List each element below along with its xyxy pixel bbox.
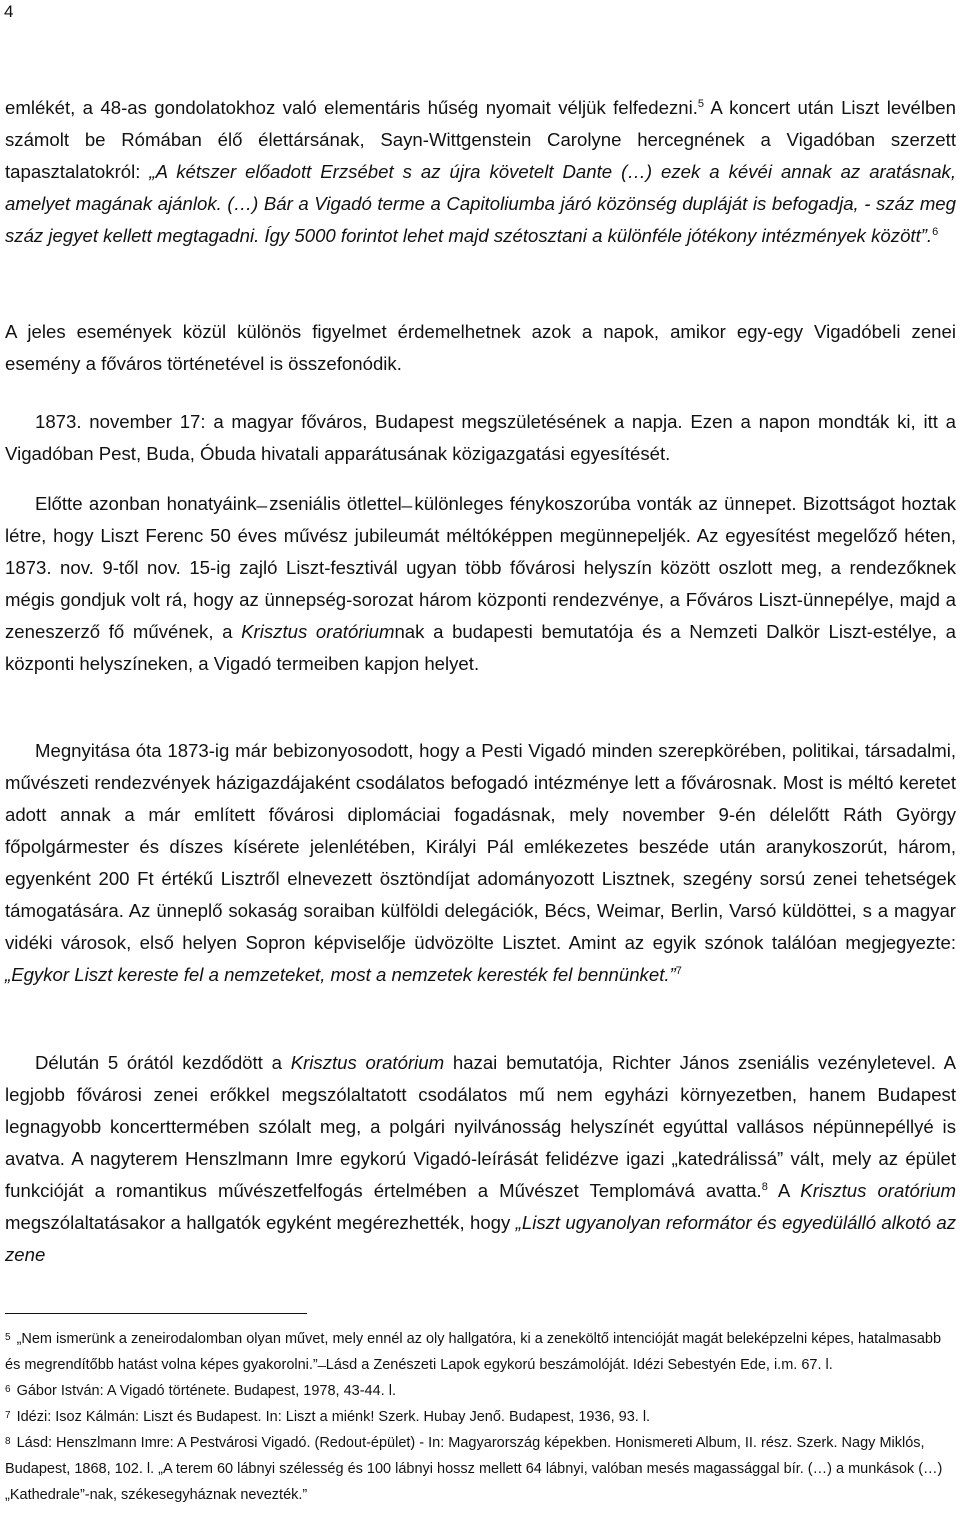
footnote-text: „Nem ismerünk a zeneirodalomban olyan művet, mely ennél az oly hallgatóra, ki a zeneköltő intencióját magát beleképzelni képes, hatalmasabb és megrendítőbb hatást volna képes gyakorolni.” ̶ Lásd a Zenészeti Lapok egykorú beszámolóját. Idézi Sebestyén Ede, i.m. 67. l. <box>5 1331 942 1373</box>
paragraph-4-text-a: Előtte azonban honatyáink ̶ zseniális ötlettel ̶ különleges fénykoszorúba vonták az ünnepet. Bizottságot hoztak létre, hogy Liszt Ferenc 50 éves művész jubileumát méltóképpen megünnepeljék. Az egyesítést megelőző héten, 1873. nov. 9-től nov. 15-ig zajló Liszt-fesztivál ugyan több fővárosi helyszín között oszlott meg, a rendezőknek mégis gondjuk volt rá, hogy az ünnepség-sorozat három központi rendezvénye, a Főváros Liszt-ünnepélye, majd a zeneszerző fő művének, a <box>5 493 956 642</box>
footnote-mark: 8 <box>5 1436 11 1447</box>
footnote-text: Lásd: Henszlmann Imre: A Pestvárosi Vigadó. (Redout-épület) - In: Magyarország képekben. Honismereti Album, II. rész. Szerk. Nagy Miklós, Budapest, 1868, 102. l. „A terem 60 lábnyi szélesség és 100 lábnyi hossz mellett 64 lábnyi, valóban mesés magassággal bír. (…) a munkások (…) „Kathedrale”-nak, székesegyháznak nevezték.” <box>5 1435 943 1503</box>
paragraph-6-em-2: Krisztus oratórium <box>800 1180 956 1201</box>
footnote-8 <box>5 1430 956 1508</box>
footnote-ref-8[interactable]: 8 <box>761 1181 768 1193</box>
page-number: 4 <box>4 2 14 21</box>
footnote-mark: 5 <box>5 1332 11 1343</box>
footnotes <box>5 1326 956 1508</box>
paragraph-5-text-a: Megnyitása óta 1873-ig már bebizonyosodott, hogy a Pesti Vigadó minden szerepkörében, politikai, társadalmi, művészeti rendezvények házigazdájaként csodálatos befogadó intézménye lett a fővárosnak. Most is méltó keretet adott annak a már említett fővárosi diplomáciai fogadásnak, mely november 9-én délelőtt Ráth György főpolgármester és díszes kísérete jelenlétében, Királyi Pál emlékezetes beszéde után aranykoszorút, három, egyenként 200 Ft értékű Lisztről elnevezett ösztöndíjat adományozott Lisztnek, szegény sorsú zenei tehetségek támogatására. Az ünneplő sokaság soraiban külföldi delegációk, Bécs, Weimar, Berlin, Varsó küldöttei, s a magyar vidéki városok, első helyen Sopron képviselője üdvözölte Lisztet. Amint az egyik szónok találóan megjegyezte: <box>5 740 956 953</box>
footnote-mark: 7 <box>5 1410 11 1421</box>
paragraph-6 <box>5 1047 956 1271</box>
paragraph-1-text-b: A koncert után Liszt levélben számolt be Rómában élő élettársának, Sayn-Wittgenstein Carolyne hercegnének a Vigadóban szerzett tapasztalatokról: <box>5 97 956 182</box>
paragraph-1 <box>5 92 956 252</box>
paragraph-4-text-b: nak a budapesti bemutatója és a Nemzeti Dalkör Liszt-estélye, a központi helyszíneken, a Vigadó termeiben kapjon helyet. <box>5 621 956 674</box>
paragraph-4 <box>5 488 956 680</box>
paragraph-5 <box>5 735 956 991</box>
paragraph-6-text-b: hazai bemutatója, Richter János zseniális vezényletevel. A legjobb fővárosi zenei erőkkel megszólaltatott csodálatos mű nem egyházi környezetben, hanem Budapest legnagyobb koncerttermében szólalt meg, a polgári nyilvánosság helyszínét egyúttal vallásos népünnepéllyé is avatva. A nagyterem Henszlmann Imre egykorú Vigadó-leírását felidézve igazi „katedrálissá” vált, mely az épület funkcióját a romantikus művészetfelfogás értelmében a Művészet Templomává avatta. <box>5 1052 957 1201</box>
footnote-6 <box>5 1378 956 1404</box>
paragraph-6-text-d: megszólaltatásakor a hallgatók egyként megérezhették, hogy <box>5 1212 516 1233</box>
paragraph-2-text: A jeles események közül különös figyelmet érdemelhetnek azok a napok, amikor egy-egy Vigadóbeli zenei esemény a főváros történetével is összefonódik. <box>5 321 956 374</box>
footnote-ref-5[interactable]: 5 <box>697 98 705 110</box>
footnote-text: Gábor István: A Vigadó története. Budapest, 1978, 43-44. l. <box>16 1383 396 1399</box>
paragraph-6-em-1: Krisztus oratórium <box>290 1052 445 1073</box>
footnote-5 <box>5 1326 956 1378</box>
paragraph-6-em-3: „Liszt ugyanolyan reformátor és egyedülálló alkotó az zene <box>5 1212 957 1265</box>
footnote-ref-7[interactable]: 7 <box>675 965 682 977</box>
paragraph-2 <box>5 316 956 380</box>
footnote-mark: 6 <box>5 1384 11 1395</box>
paragraph-6-text-a: Délután 5 órától kezdődött a <box>35 1052 291 1073</box>
footnote-text: Idézi: Isoz Kálmán: Liszt és Budapest. In: Liszt a miénk! Szerk. Hubay Jenő. Budapest, 1936, 93. l. <box>16 1409 651 1425</box>
footnote-7 <box>5 1404 956 1430</box>
paragraph-3 <box>5 406 956 470</box>
paragraph-1-quote: „A kétszer előadott Erzsébet s az újra követelt Dante (…) ezek a kévéi annak az aratásnak, amelyet magának ajánlok. (…) Bár a Vigadó terme a Capitoliumba járó közönség dupláját is befogadja, - száz meg száz jegyet kellett megtagadni. Így 5000 forintot lehet majd szétosztani a különféle jótékony intézmények között”. <box>5 161 957 246</box>
paragraph-6-text-c: A <box>767 1180 801 1201</box>
paragraph-5-quote: „Egykor Liszt kereste fel a nemzeteket, most a nemzetek keresték fel bennünket.” <box>5 964 676 985</box>
footnote-ref-6[interactable]: 6 <box>932 226 939 238</box>
paragraph-1-text-a: emlékét, a 48-as gondolatokhoz való elementáris hűség nyomait véljük felfedezni. <box>5 97 698 118</box>
paragraph-4-em: Krisztus oratórium <box>241 621 395 642</box>
footnote-separator <box>5 1313 307 1314</box>
paragraph-3-text: 1873. november 17: a magyar főváros, Budapest megszületésének a napja. Ezen a napon mondták ki, itt a Vigadóban Pest, Buda, Óbuda hivatali apparátusának közigazgatási egyesítését. <box>5 411 956 464</box>
